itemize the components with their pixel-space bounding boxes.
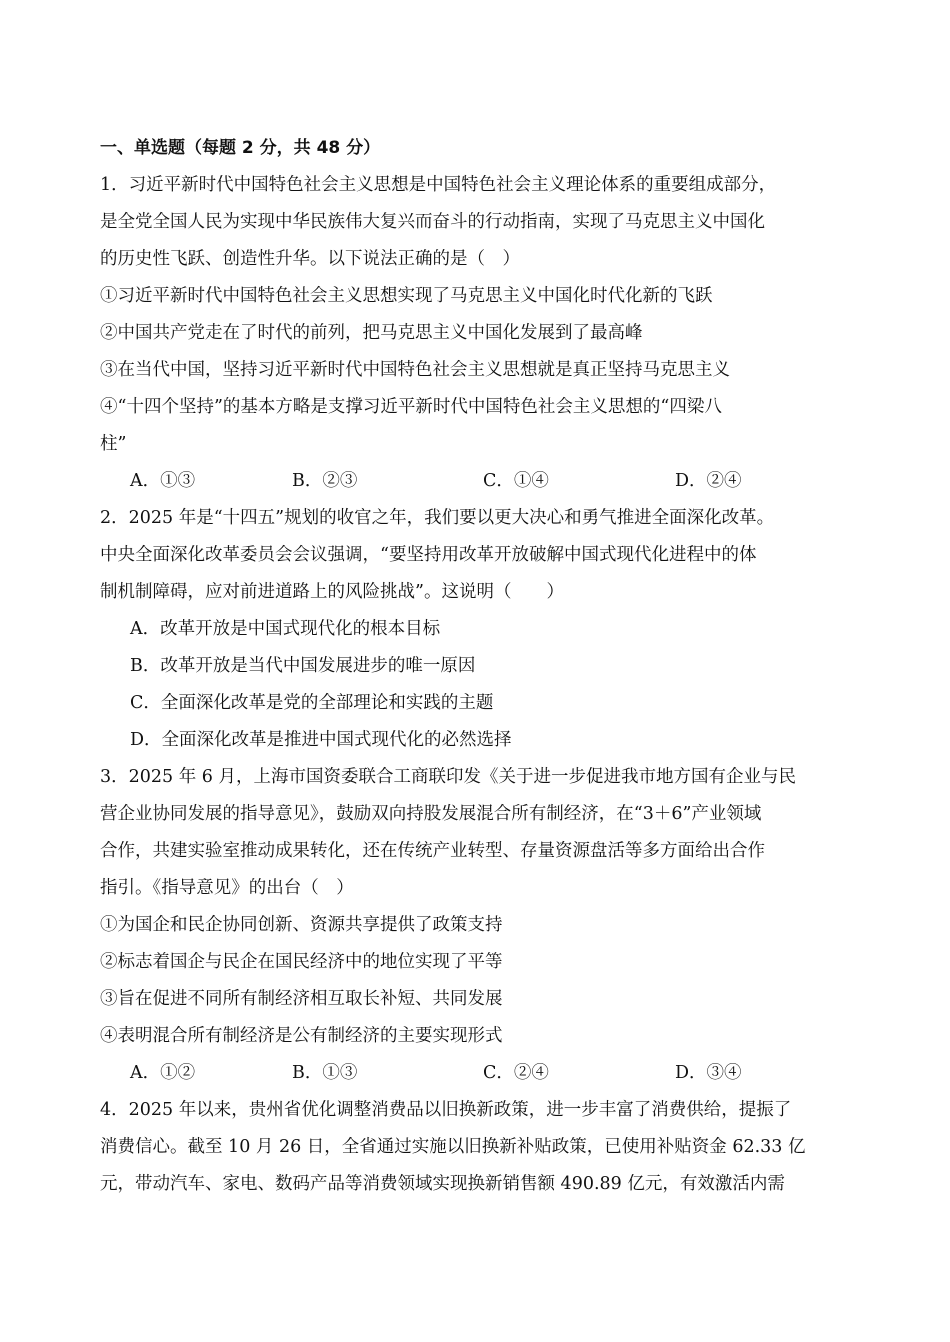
question-stem-line: 的历史性飞跃、创造性升华。以下说法正确的是（ ） — [100, 249, 520, 269]
statement: ②中国共产党走在了时代的前列，把马克思主义中国化发展到了最高峰 — [100, 323, 643, 343]
statement: ③在当代中国，坚持习近平新时代中国特色社会主义思想就是真正坚持马克思主义 — [100, 360, 730, 380]
question-stem-line: 是全党全国人民为实现中华民族伟大复兴而奋斗的行动指南，实现了马克思主义中国化 — [100, 212, 765, 232]
question-stem-line: 制机制障碍，应对前进道路上的风险挑战”。这说明（ ） — [100, 582, 564, 602]
section-heading: 一、单选题（每题 2 分，共 48 分） — [100, 138, 381, 158]
question-stem-line: 消费信心。截至 10 月 26 日，全省通过实施以旧换新补贴政策，已使用补贴资金 62.33 亿 — [100, 1137, 806, 1157]
option-a[interactable]: A．①② — [130, 1063, 196, 1083]
option-row — [100, 463, 860, 500]
question-4 — [100, 1092, 860, 1203]
question-stem-line: 2．2025 年是“十四五”规划的收官之年，我们要以更大决心和勇气推进全面深化改革。 — [100, 508, 775, 528]
option-d[interactable]: D．②④ — [675, 471, 742, 491]
question-stem-line: 4．2025 年以来，贵州省优化调整消费品以旧换新政策，进一步丰富了消费供给，提振了 — [100, 1100, 792, 1120]
option-b[interactable]: B．②③ — [292, 471, 358, 491]
option-c[interactable]: C．②④ — [483, 1063, 549, 1083]
option-c[interactable]: C．全面深化改革是党的全部理论和实践的主题 — [130, 693, 494, 713]
question-stem-line: 合作，共建实验室推动成果转化，还在传统产业转型、存量资源盘活等多方面给出合作 — [100, 841, 765, 861]
statement: ①习近平新时代中国特色社会主义思想实现了马克思主义中国化时代化新的飞跃 — [100, 286, 713, 306]
option-a[interactable]: A．①③ — [130, 471, 196, 491]
statement: 柱” — [100, 434, 127, 454]
option-c[interactable]: C．①④ — [483, 471, 549, 491]
statement: ④“十四个坚持”的基本方略是支撑习近平新时代中国特色社会主义思想的“四梁八 — [100, 397, 722, 417]
exam-page — [100, 130, 860, 1203]
option-row — [100, 1055, 860, 1092]
question-1 — [100, 167, 860, 500]
statement: ④表明混合所有制经济是公有制经济的主要实现形式 — [100, 1026, 503, 1046]
option-d[interactable]: D．全面深化改革是推进中国式现代化的必然选择 — [130, 730, 512, 750]
question-stem-line: 元，带动汽车、家电、数码产品等消费领域实现换新销售额 490.89 亿元，有效激活内需 — [100, 1174, 785, 1194]
option-b[interactable]: B．改革开放是当代中国发展进步的唯一原因 — [130, 656, 476, 676]
question-2 — [100, 500, 860, 759]
option-b[interactable]: B．①③ — [292, 1063, 358, 1083]
question-stem-line: 营企业协同发展的指导意见》，鼓励双向持股发展混合所有制经济，在“3＋6”产业领域 — [100, 804, 762, 824]
statement: ③旨在促进不同所有制经济相互取长补短、共同发展 — [100, 989, 503, 1009]
statement: ②标志着国企与民企在国民经济中的地位实现了平等 — [100, 952, 503, 972]
option-d[interactable]: D．③④ — [675, 1063, 742, 1083]
question-stem-line: 1．习近平新时代中国特色社会主义思想是中国特色社会主义理论体系的重要组成部分， — [100, 175, 777, 195]
option-a[interactable]: A．改革开放是中国式现代化的根本目标 — [130, 619, 441, 639]
question-stem-line: 中央全面深化改革委员会会议强调，“要坚持用改革开放破解中国式现代化进程中的体 — [100, 545, 757, 565]
question-stem-line: 指引。《指导意见》的出台（ ） — [100, 878, 354, 898]
statement: ①为国企和民企协同创新、资源共享提供了政策支持 — [100, 915, 503, 935]
question-stem-line: 3．2025 年 6 月，上海市国资委联合工商联印发《关于进一步促进我市地方国有企业与民 — [100, 767, 796, 787]
question-3 — [100, 759, 860, 1092]
